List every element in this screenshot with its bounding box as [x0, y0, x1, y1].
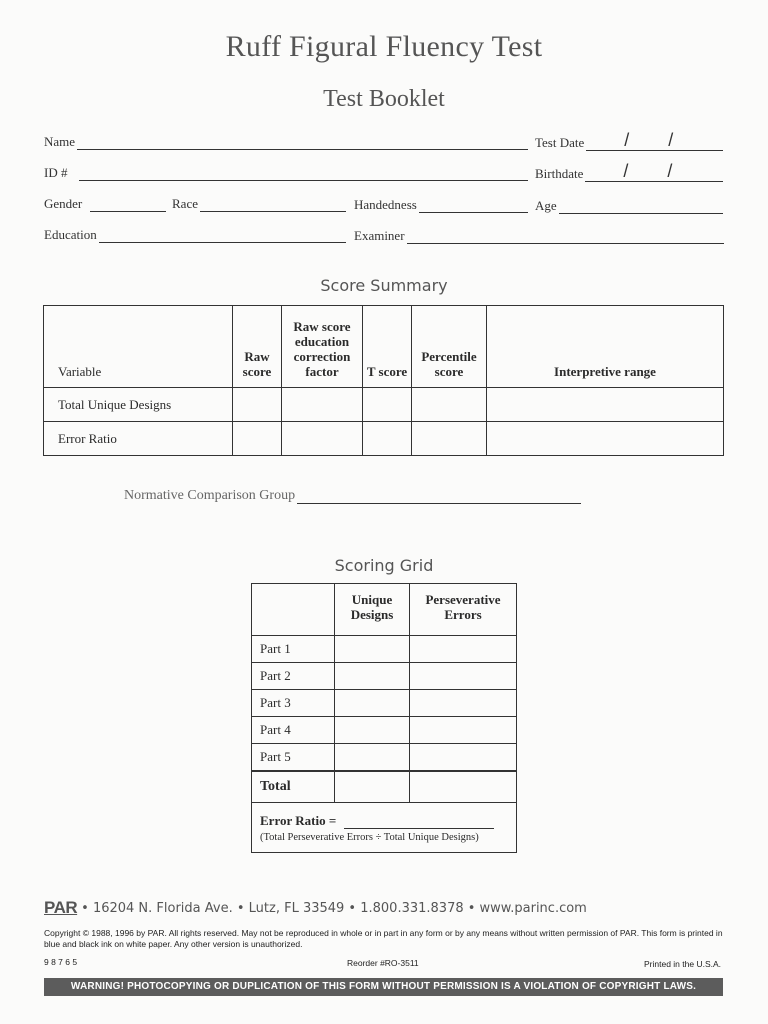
grid-cell[interactable]	[410, 771, 517, 803]
col-percentile: Percentile score	[412, 306, 487, 388]
gender-field[interactable]	[44, 196, 166, 212]
age-field[interactable]	[535, 198, 723, 214]
handedness-field[interactable]	[354, 197, 528, 213]
page-subtitle: Test Booklet	[323, 86, 445, 112]
education-field[interactable]	[44, 227, 346, 243]
age-line[interactable]	[559, 201, 723, 214]
score-cell[interactable]	[282, 388, 363, 422]
birthdate-line[interactable]	[585, 161, 723, 182]
test-date-field[interactable]	[535, 130, 723, 151]
col-unique-designs: Unique Designs	[335, 584, 410, 636]
table-row	[252, 744, 517, 771]
age-label: Age	[535, 198, 557, 213]
gender-line[interactable]	[90, 199, 166, 212]
score-cell[interactable]	[363, 388, 412, 422]
table-row	[252, 717, 517, 744]
table-row	[252, 636, 517, 663]
grid-cell[interactable]	[335, 690, 410, 717]
col-raw-score: Raw score	[233, 306, 282, 388]
address-text: • 16204 N. Florida Ave. • Lutz, FL 33549 • 1.800.331.8378 • www.parinc.com	[81, 900, 587, 916]
page-title: Ruff Figural Fluency Test	[225, 30, 543, 63]
education-label: Education	[44, 227, 97, 242]
grid-cell[interactable]	[335, 636, 410, 663]
id-field[interactable]	[44, 165, 528, 181]
row-total: Total	[252, 771, 335, 803]
copyright-warning-banner: WARNING! PHOTOCOPYING OR DUPLICATION OF THIS FORM WITHOUT PERMISSION IS A VIOLATION OF COPYRIGHT LAWS.	[44, 978, 723, 996]
row-part-5: Part 5	[252, 744, 335, 771]
row-part-3: Part 3	[252, 690, 335, 717]
table-row	[44, 388, 724, 422]
publisher-address	[44, 898, 587, 918]
normative-group-label: Normative Comparison Group	[124, 488, 296, 503]
reorder-number: Reorder #RO-3511	[347, 958, 419, 968]
table-row	[252, 690, 517, 717]
date-slash: /	[668, 130, 674, 150]
race-line[interactable]	[200, 199, 346, 212]
score-summary-table	[43, 305, 724, 456]
row-part-2: Part 2	[252, 663, 335, 690]
col-perseverative-errors: Perseverative Errors	[410, 584, 517, 636]
col-t-score: T score	[363, 306, 412, 388]
score-summary-heading: Score Summary	[320, 276, 448, 295]
grid-cell[interactable]	[410, 636, 517, 663]
grid-cell[interactable]	[410, 717, 517, 744]
name-field[interactable]	[44, 134, 528, 150]
name-line[interactable]	[77, 137, 528, 150]
form-code: 9 8 7 6 5	[44, 957, 78, 967]
examiner-field[interactable]	[354, 228, 724, 244]
row-part-1: Part 1	[252, 636, 335, 663]
error-ratio-cell	[252, 803, 517, 853]
score-cell[interactable]	[487, 422, 724, 456]
table-row	[252, 771, 517, 803]
grid-cell[interactable]	[335, 717, 410, 744]
birthdate-field[interactable]	[535, 161, 723, 182]
row-total-unique-designs: Total Unique Designs	[44, 388, 233, 422]
normative-group-line[interactable]	[297, 489, 581, 504]
race-field[interactable]	[172, 196, 346, 212]
scoring-grid-heading: Scoring Grid	[334, 556, 434, 575]
education-line[interactable]	[99, 230, 346, 243]
row-error-ratio: Error Ratio	[44, 422, 233, 456]
grid-cell[interactable]	[335, 771, 410, 803]
error-ratio-label: Error Ratio =	[260, 813, 337, 828]
date-slash: /	[624, 130, 630, 150]
birthdate-label: Birthdate	[535, 166, 584, 181]
name-label: Name	[44, 134, 76, 149]
col-interpretive-range: Interpretive range	[487, 306, 724, 388]
examiner-label: Examiner	[354, 228, 405, 243]
id-label: ID #	[44, 165, 68, 180]
score-cell[interactable]	[233, 422, 282, 456]
score-cell[interactable]	[233, 388, 282, 422]
test-date-line[interactable]	[586, 130, 723, 151]
printed-in: Printed in the U.S.A.	[644, 959, 722, 969]
score-cell[interactable]	[487, 388, 724, 422]
race-label: Race	[172, 196, 198, 211]
grid-cell[interactable]	[335, 663, 410, 690]
copyright-text: Copyright © 1988, 1996 by PAR. All rights reserved. May not be reproduced in whole or in part in any form or by any means without written permission of PAR. This form is printed in blue and black ink on white paper. Any other version is unauthorized.	[44, 928, 723, 949]
score-cell[interactable]	[282, 422, 363, 456]
id-line[interactable]	[79, 168, 528, 181]
score-cell[interactable]	[412, 422, 487, 456]
grid-cell[interactable]	[410, 744, 517, 771]
handedness-label: Handedness	[354, 197, 417, 212]
date-slash: /	[623, 161, 629, 181]
test-date-label: Test Date	[535, 135, 585, 150]
col-correction-factor: Raw score education correction factor	[282, 306, 363, 388]
grid-cell[interactable]	[410, 690, 517, 717]
table-row	[252, 663, 517, 690]
scoring-grid-table	[251, 583, 517, 853]
table-row	[44, 422, 724, 456]
grid-corner	[252, 584, 335, 636]
score-cell[interactable]	[363, 422, 412, 456]
date-slash: /	[667, 161, 673, 181]
error-ratio-line[interactable]	[344, 816, 494, 829]
handedness-line[interactable]	[419, 200, 528, 213]
gender-label: Gender	[44, 196, 83, 211]
col-variable: Variable	[44, 306, 233, 388]
par-logo: PAR	[44, 898, 78, 917]
normative-group-field[interactable]	[124, 488, 581, 504]
score-cell[interactable]	[412, 388, 487, 422]
row-part-4: Part 4	[252, 717, 335, 744]
grid-cell[interactable]	[335, 744, 410, 771]
grid-cell[interactable]	[410, 663, 517, 690]
examiner-line[interactable]	[407, 231, 724, 244]
error-ratio-formula: (Total Perseverative Errors ÷ Total Unique Designs)	[260, 832, 479, 843]
